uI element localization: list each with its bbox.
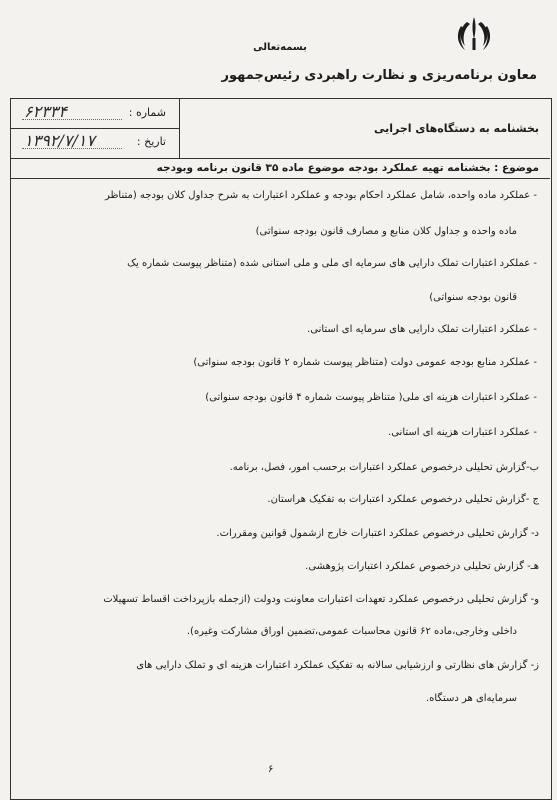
body-line: ب-گزارش تحلیلی درخصوص عملکرد اعتبارات برحسب امور، فصل، برنامه. [229, 462, 539, 473]
number-label: شماره : [128, 106, 166, 119]
issuer-title: معاون برنامه‌ریزی و نظارت راهبردی رئیس‌جمهور [221, 68, 537, 83]
body-line: ز- گزارش های نظارتی و ارزشیابی سالانه به تفکیک عملکرد اعتبارات هزینه ای و تملک دارایی های [136, 660, 539, 671]
body-line: - عملکرد اعتبارات هزینه ای ملی( متناظر پیوست شماره ۴ قانون بودجه سنواتی) [205, 392, 537, 403]
body-line: داخلی وخارجی،ماده ۶۲ قانون محاسبات عمومی،تضمین اوراق مشارکت وغیره). [186, 626, 517, 637]
date-row [18, 131, 170, 153]
recipient-line: بخشنامه به دستگاه‌های اجرایی [373, 122, 539, 135]
date-value: ۱۳۹۲/۷/۱۷ [24, 131, 95, 150]
body-line: ماده واحده و جداول کلان منابع و مصارف قانون بودجه سنواتی) [255, 226, 517, 237]
body-line: د- گزارش تحلیلی درخصوص عملکرد اعتبارات خارج ازشمول قوانین ومقررات. [216, 528, 539, 539]
date-label: تاریخ : [136, 135, 166, 148]
body-line: قانون بودجه سنواتی) [429, 292, 517, 303]
body-line: - عملکرد اعتبارات تملک دارایی های سرمایه ای استانی. [307, 324, 537, 335]
meta-row-divider [10, 128, 179, 129]
body-line: - عملکرد اعتبارات هزینه ای استانی. [388, 427, 537, 438]
subject-line: موضوع : بخشنامه تهیه عملکرد بودجه موضوع ماده ۳۵ قانون برنامه وبودجه [156, 162, 539, 174]
meta-divider [179, 98, 180, 158]
number-row [18, 102, 170, 124]
body-line: هـ- گزارش تحلیلی درخصوص عملکرد اعتبارات پژوهشی. [305, 561, 539, 572]
body-line: سرمایه‌ای هر دستگاه. [425, 693, 517, 704]
bismillah-heading: بسمه‌تعالی [253, 42, 307, 53]
iran-emblem-icon [454, 14, 494, 56]
body-line: - عملکرد ماده واحده، شامل عملکرد احکام بودجه و عملکرد اعتبارات به شرح جداول کلان بودجه (متناظر [104, 190, 537, 201]
header-divider [10, 158, 550, 159]
body-line: - عملکرد اعتبارات تملک دارایی های سرمایه ای ملی و ملی استانی شده (متناظر پیوست شماره یک [127, 258, 537, 269]
subject-divider [10, 178, 550, 179]
number-value: ۶۲۳۳۴ [24, 102, 67, 121]
body-line: ج -گزارش تحلیلی درخصوص عملکرد اعتبارات به تفکیک هراستان. [267, 494, 539, 505]
body-line: - عملکرد منابع بودجه عمومی دولت (متناظر پیوست شماره ۲ قانون بودجه سنواتی) [193, 357, 537, 368]
page-number: ۶ [268, 764, 274, 775]
body-line: و- گزارش تحلیلی درخصوص عملکرد تعهدات اعتبارات معاونت ودولت (ازجمله بازپرداخت اقساط تسهیلات [103, 594, 539, 605]
